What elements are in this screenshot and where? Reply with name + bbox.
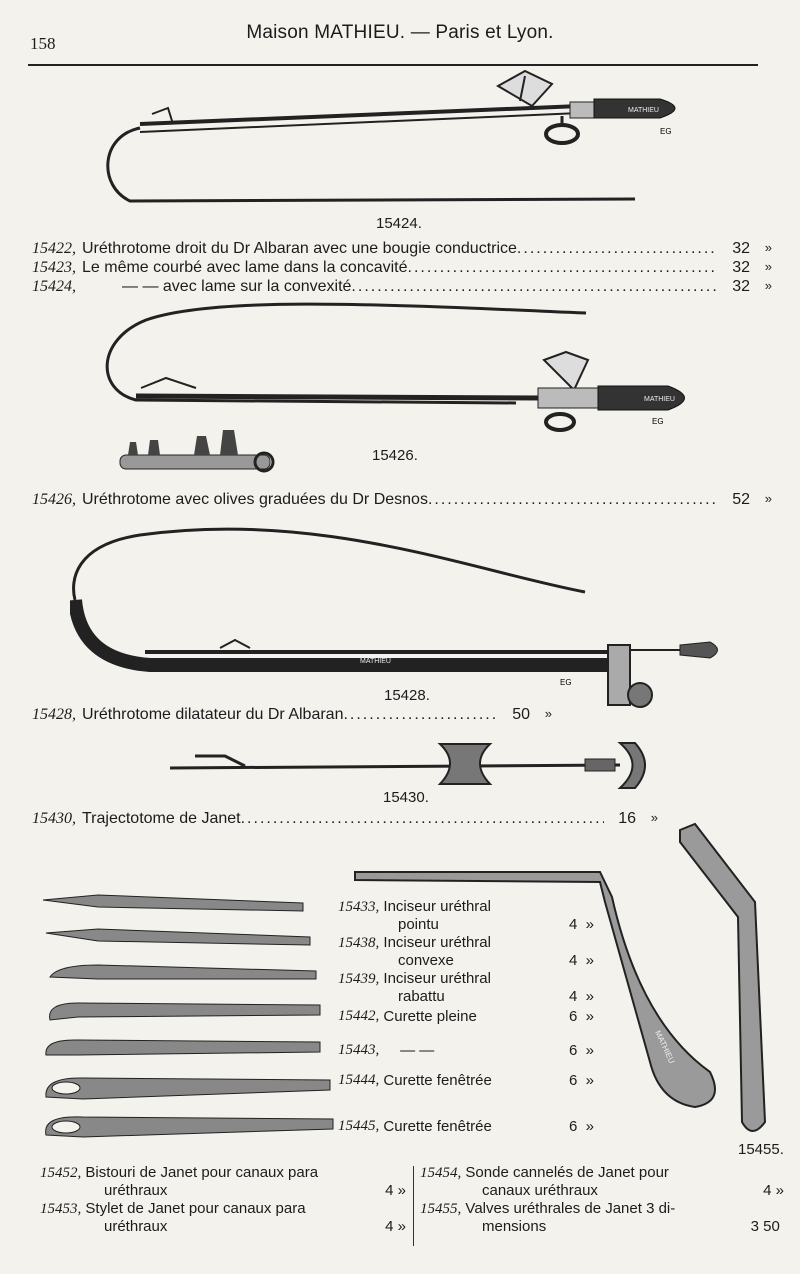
svg-text:EG: EG — [652, 417, 664, 426]
bottom-item-15453: 15453, Stylet de Janet pour canaux para — [40, 1200, 306, 1217]
bottom-item-15454: 15454, Sonde cannelés de Janet pour — [420, 1164, 669, 1181]
bottom-item-15452: 15452, Bistouri de Janet pour canaux para — [40, 1164, 319, 1181]
incisors-curettes-illustration — [38, 885, 338, 1145]
figure-caption-15424: 15424. — [376, 215, 422, 232]
small-item-15444: 15444, Curette fenêtrée 6 » — [338, 1072, 594, 1089]
small-item-15433-line2: pointu 4 » — [398, 916, 594, 933]
catalog-row-15422: 15422, Uréthrotome droit du Dr Albaran avec une bougie conductrice ..... 32 » — [32, 240, 772, 258]
svg-text:MATHIEU: MATHIEU — [644, 396, 675, 403]
small-item-15438: 15438, Inciseur uréthral — [338, 934, 491, 951]
catalog-row-15424: 15424, — — avec lame sur la convexité ..... 32 » — [32, 278, 772, 296]
page-number: 158 — [30, 34, 56, 53]
bottom-item-15454-line2: canaux uréthraux 4 » — [482, 1182, 784, 1199]
catalog-row-15426: 15426, Uréthrotome avec olives graduées du Dr Desnos ..... 52 » — [32, 491, 772, 509]
valves-15455-illustration — [350, 822, 775, 1142]
small-item-15439-line2: rabattu 4 » — [398, 988, 594, 1005]
svg-text:EG: EG — [660, 127, 672, 136]
bottom-item-15452-line2: uréthraux 4 » — [104, 1182, 406, 1199]
page-title: Maison MATHIEU. — Paris et Lyon. — [246, 22, 554, 43]
bottom-item-15455: 15455, Valves uréthrales de Janet 3 di- — [420, 1200, 676, 1217]
svg-text:EG: EG — [560, 678, 572, 687]
small-item-15443: 15443, — — 6 » — [338, 1042, 594, 1059]
figure-caption-15428: 15428. — [384, 687, 430, 704]
catalog-row-15423: 15423, Le même courbé avec lame dans la concavité ..... 32 » — [32, 259, 772, 277]
bottom-item-15453-line2: uréthraux 4 » — [104, 1218, 406, 1235]
catalog-row-15428: 15428, Uréthrotome dilatateur du Dr Albaran ..... 50 » — [32, 706, 552, 724]
urethrotome-15424-illustration — [100, 66, 700, 216]
small-item-15438-line2: convexe 4 » — [398, 952, 594, 969]
trajectotome-15430-illustration — [165, 738, 650, 793]
small-item-15439: 15439, Inciseur uréthral — [338, 970, 491, 987]
svg-text:MATHIEU: MATHIEU — [360, 658, 391, 665]
figure-caption-15455: 15455. — [738, 1141, 784, 1158]
column-divider — [413, 1166, 414, 1246]
catalog-row-15430: 15430, Trajectotome de Janet ..... 16 » — [32, 810, 658, 828]
figure-caption-15430: 15430. — [383, 789, 429, 806]
svg-text:MATHIEU: MATHIEU — [653, 1029, 677, 1065]
figure-caption-15426: 15426. — [372, 447, 418, 464]
small-item-15445: 15445, Curette fenêtrée 6 » — [338, 1118, 594, 1135]
small-item-15442: 15442, Curette pleine 6 » — [338, 1008, 594, 1025]
bottom-item-15455-line2: mensions 3 50 — [482, 1218, 780, 1235]
small-item-15433: 15433, Inciseur uréthral — [338, 898, 491, 915]
svg-text:MATHIEU: MATHIEU — [628, 107, 659, 114]
